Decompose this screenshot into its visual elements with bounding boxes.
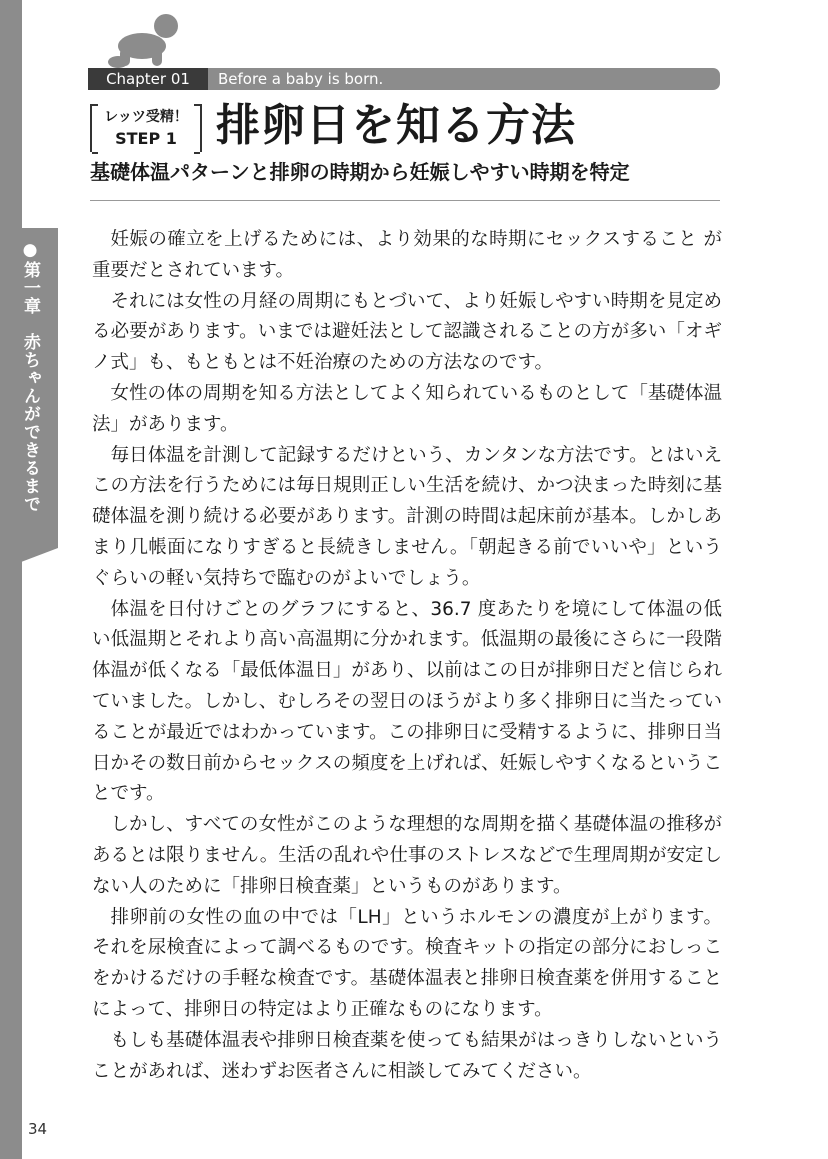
side-band [0, 0, 22, 1159]
paragraph: 女性の体の周期を知る方法としてよく知られているものとして「基礎体温法」があります。 [92, 382, 722, 435]
chapter-side-label: ●第一章 赤ちゃんができるまで [20, 240, 40, 513]
page-title: 排卵日を知る方法 [216, 100, 576, 151]
paragraph: それには女性の月経の周期にもとづいて、より妊娠しやすい時期を見定める必要があります。いまでは避妊法として認識されることの方が多い「オギノ式」も、もともとは不妊治療のための方法なのです。 [92, 290, 722, 374]
step-badge-line1: レッツ受精！ [104, 109, 188, 125]
body-text [92, 225, 722, 1087]
paragraph: 妊娠の確立を上げるためには、より効果的な時期にセックスすること が重要だとされています。 [92, 229, 722, 281]
paragraph: 排卵前の女性の血の中では「LH」というホルモンの濃度が上がります。それを尿検査によって調べるものです。検査キットの指定の部分におしっこをかけるだけの手軽な検査です。基礎体温表と排卵日検査薬を併用することによって、排卵日の特定はより正確なものになります。 [92, 906, 722, 1020]
page-subtitle: 基礎体温パターンと排卵の時期から妊娠しやすい時期を特定 [90, 160, 630, 184]
paragraph: しかし、すべての女性がこのような理想的な周期を描く基礎体温の推移があるとは限りません。生活の乱れや仕事のストレスなどで生理周期が安定しない人のために「排卵日検査薬」というものがあります。 [92, 814, 722, 897]
paragraph: 毎日体温を計測して記録するだけという、カンタンな方法です。とはいえこの方法を行うためには毎日規則正しい生活を続け、かつ決まった時刻に基礎体温を測り続ける必要があります。計測の時間は起床前が基本。しかしあまり几帳面になりすぎると長続きしません。「朝起きる前でいいや」というぐらいの軽い気持ちで臨むのがよいでしょう。 [92, 444, 722, 589]
step-badge-line2: STEP 1 [115, 129, 177, 148]
chapter-subtitle: Before a baby is born. [218, 70, 384, 88]
chapter-side-tab-tip [0, 548, 58, 570]
chapter-number: Chapter 01 [88, 68, 208, 90]
page-number: 34 [28, 1120, 48, 1138]
paragraph: もしも基礎体温表や排卵日検査薬を使っても結果がはっきりしないということがあれば、迷わずお医者さんに相談してみてください。 [92, 1029, 722, 1082]
step-badge [90, 104, 202, 152]
paragraph: 体温を日付けごとのグラフにすると、36.7 度あたりを境にして体温の低い低温期とそれより高い高温期に分かれます。低温期の最後にさらに一段階体温が低くなる「最低体温日」があり、以前はこの日が排卵日だと信じられていました。しかし、むしろその翌日のほうがより多く排卵日に当たっていることが最近ではわかっています。この排卵日に受精するように、排卵日当日かその数日前からセックスの頻度を上げれば、妊娠しやすくなるということです。 [92, 598, 722, 805]
divider [90, 200, 720, 201]
crawling-baby-icon [108, 12, 186, 68]
